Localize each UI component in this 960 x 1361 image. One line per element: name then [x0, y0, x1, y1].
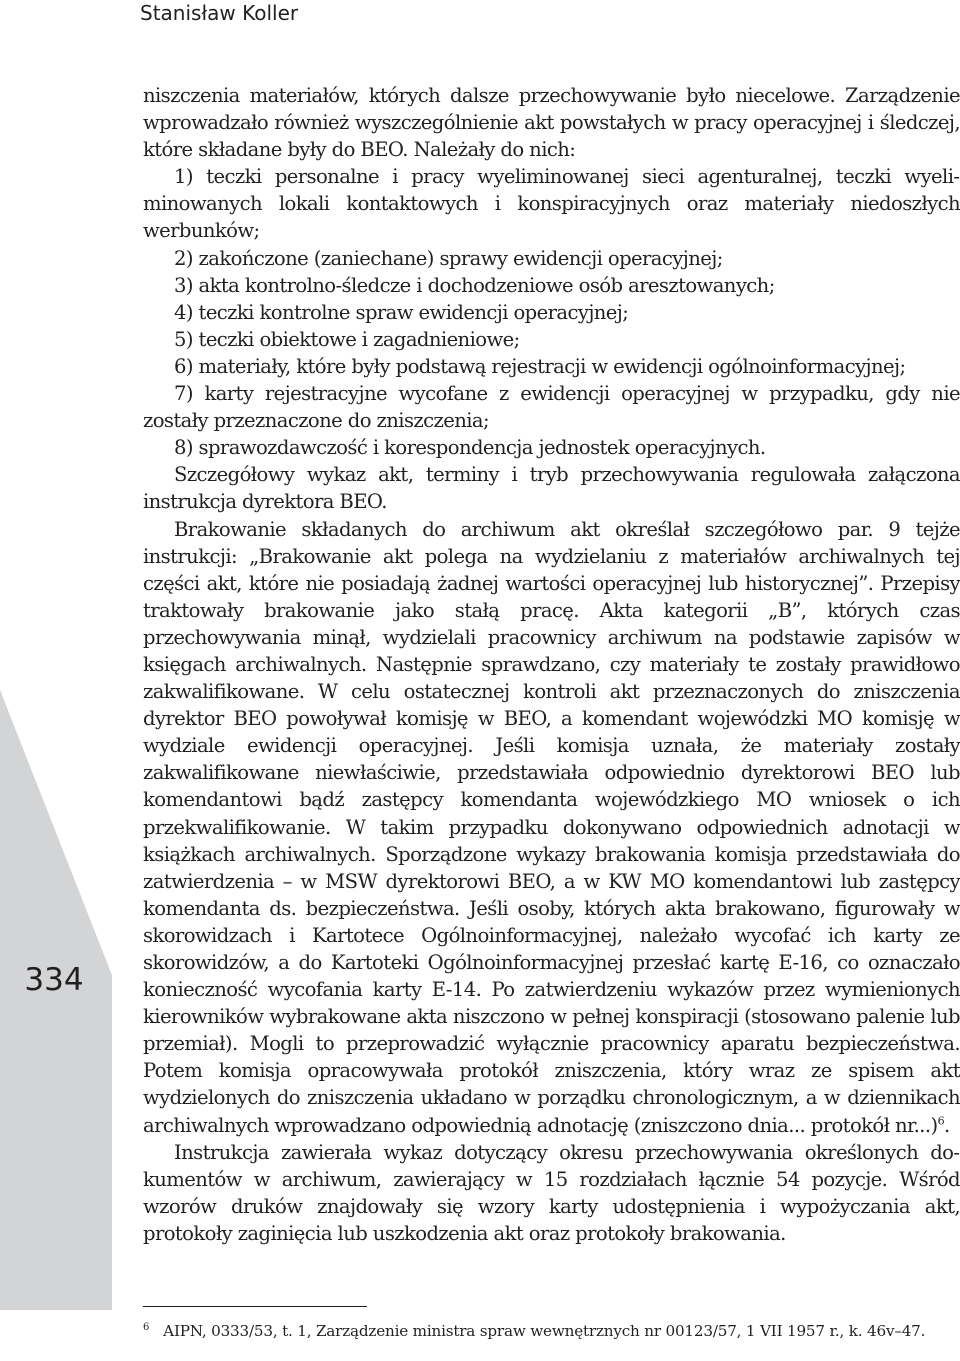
- page-number: 334: [24, 962, 84, 998]
- list-item: 4) teczki kontrolne spraw ewidencji operacyjnej;: [174, 300, 629, 324]
- running-head: Stanisław Koller: [140, 1, 299, 25]
- list-item: 3) akta kontrolno-śledcze i dochodzeniowe osób aresztowanych;: [174, 273, 775, 297]
- footnote-divider: [143, 1306, 367, 1307]
- footnote-mark: 6: [143, 1321, 150, 1333]
- paragraph-disposal-text: Brakowanie składanych do archiwum akt określał szczegółowo par. 9 tejże instrukcji: „Brakowanie akt polega na wydzielaniu z materiałów archiwalnych tej części akt, które nie posiadają żadnej wartości operacyjnej lub historycznej”. Przepisy traktowały brakowanie jako stałą pracę. Akta kategorii „B”, których czas przechowywania minął, wydzielali pracownicy archiwum na podstawie zapisów w księgach archiwalnych. Następnie sprawdzano, czy materiały te zostały prawidłowo zakwalifikowane. W celu ostatecznej kontroli akt przeznaczonych do zniszczenia dyrektor BEO powoływał komisję w BEO, a komendant wojewódzki MO komisję w wydziale ewidencji operacyjnej. Jeśli komisja uznała, że materiały zostały zakwalifikowane niewłaściwie, przedstawiała odpowiednio dyrektorowi BEO lub komendantowi bądź zastępcy komendanta wojewódzkiego MO wniosek o ich przekwalifikowanie. W takim przypadku dokonywano odpowiednich adnotacji w książkach archiwalnych. Sporządzone wykazy brakowania komisja przedstawiała do zatwierdzenia – w MSW dyrektorowi BEO, a w KW MO komendantowi lub zastępcy komendanta ds. bezpieczeństwa. Jeśli osoby, których akta brakowano, figurowały w skorowidzach i Kartotece Ogólnoinformacyjnej, należało wycofać ich karty ze skorowidzów, a do Kartoteki Ogólnoinformacyjnej przesłać kartę E-16, co oznaczało konieczność wycofania karty E-14. Po zatwierdzeniu wykazów przez wymienionych kierowników wybrakowane akta niszczono w pełnej konspiracji (stosowano palenie lub przemiał). Mogli to przeprowadzić wyłącznie pracownicy aparatu bezpieczeństwa. Potem komisja opracowywała protokół zniszczenia, który wraz ze spisem akt wydzielonych do zniszczenia układano w porządku chronologicznym, a w dziennikach archiwalnych wprowadzano odpowiednią adnotację (zniszczono dnia... protokół nr...): [143, 517, 960, 1137]
- list-item: 6) materiały, które były podstawą rejestracji w ewidencji ogólnoinformacyjnej;: [174, 354, 906, 378]
- list-item: 1) teczki personalne i pracy wyeliminowanej sieci agenturalnej, teczki wyeliminowanych lokali kontaktowych i konspiracyjnych oraz materiały niedoszłych werbunków;: [143, 165, 960, 243]
- paragraph-disposal-end: .: [943, 1113, 950, 1137]
- paragraph-instruction: Instrukcja zawierała wykaz dotyczący okresu przechowywania określonych dokumentów w archiwum, zawierający w 15 rozdziałach łącznie 54 pozycje. Wśród wzorów druków znajdowały się wzory karty udostępnienia i wypożyczania akt, protokoły zaginięcia lub uszkodzenia akt oraz protokoły brakowania.: [143, 1140, 960, 1245]
- footnote-reference[interactable]: 6: [937, 1114, 944, 1128]
- list-item: 2) zakończone (zaniechane) sprawy ewidencji operacyjnej;: [174, 246, 723, 270]
- list-item: 7) karty rejestracyjne wycofane z ewidencji operacyjnej w przypadku, gdy nie zostały przeznaczone do zniszczenia;: [143, 382, 960, 433]
- paragraph-detailed-list: Szczegółowy wykaz akt, terminy i tryb przechowywania regulowała załączona instrukcja dyrektora BEO.: [143, 463, 960, 514]
- paragraph-disposal-procedure: [143, 516, 960, 1139]
- footnote: [143, 1321, 958, 1341]
- page-margin-tab: [0, 690, 112, 1310]
- footnote-text: AIPN, 0333/53, t. 1, Zarządzenie ministra spraw wewnętrznych nr 00123/57, 1 VII 1957 r., k. 46v–47.: [163, 1322, 926, 1340]
- body-text: [143, 82, 960, 1247]
- list-item: 5) teczki obiektowe i zagadnieniowe;: [174, 327, 520, 351]
- list-item: 8) sprawozdawczość i korespondencja jednostek operacyjnych.: [174, 436, 766, 460]
- paragraph-intro: niszczenia materiałów, których dalsze przechowywanie było niecelowe. Zarządzenie wprowadzało również wyszczególnienie akt powstałych w pracy operacyjnej i śledczej, które składane były do BEO. Należały do nich:: [143, 84, 960, 162]
